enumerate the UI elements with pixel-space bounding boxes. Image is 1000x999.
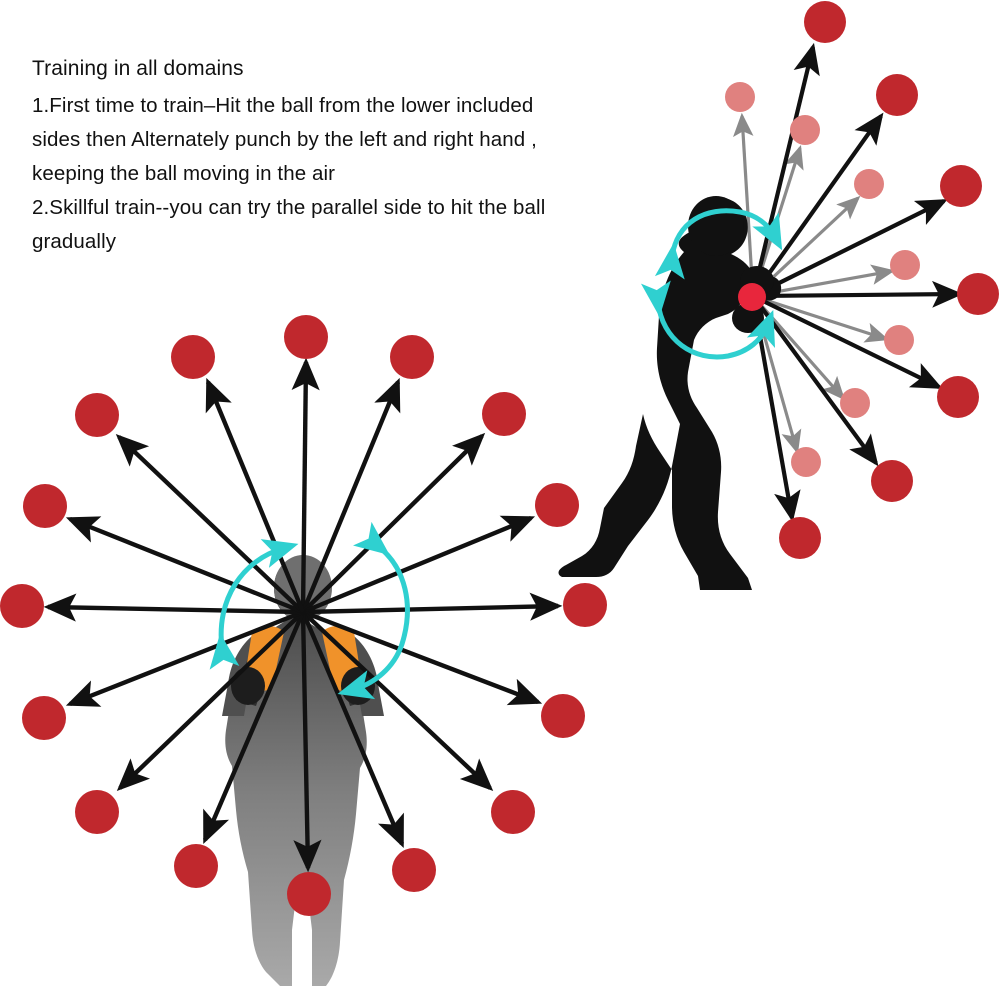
ball-ene [535,483,579,527]
ball-p7 [791,447,821,477]
center-ball-right [738,283,766,311]
ball-r6 [871,460,913,502]
ball-sse [392,848,436,892]
ball-ne [482,392,526,436]
instructions-line-5: gradually [32,229,117,253]
ball-wsw [22,696,66,740]
black-arrow-r6 [753,296,876,463]
ball-r4 [957,273,999,315]
ball-se [491,790,535,834]
black-arrow-r4 [753,294,959,296]
ball-r7 [779,517,821,559]
arrow-n [303,362,306,612]
ball-n [284,315,328,359]
ball-s [287,872,331,916]
ball-ssw [174,844,218,888]
right-figure-group [559,1,999,590]
ball-nnw [171,335,215,379]
ball-sw [75,790,119,834]
arrow-nw [119,437,303,612]
arrow-w [48,607,303,612]
instructions-line-1: 1.First time to train–Hit the ball from the lower included [32,93,534,117]
ball-r1 [804,1,846,43]
ball-p1 [725,82,755,112]
ball-p2 [790,115,820,145]
instructions-title: Training in all domains [32,57,244,80]
ball-p5 [884,325,914,355]
black-arrow-r2 [753,116,881,296]
black-arrow-r3 [753,201,944,296]
ball-r5 [937,376,979,418]
instructions-line-2: sides then Alternately punch by the left and right hand , [32,127,537,151]
ball-w [0,584,44,628]
ball-nne [390,335,434,379]
boxer-fist-left-front [231,667,265,705]
boxer-silhouette-side [559,196,782,590]
left-figure-group [0,315,607,986]
ball-r2 [876,74,918,116]
instructions-line-4: 2.Skillful train--you can try the parallel side to hit the ball [32,195,546,219]
boxer-head-side [688,196,744,256]
right-black-arrows [753,47,959,518]
ball-wnw [23,484,67,528]
ball-nw [75,393,119,437]
ball-r3 [940,165,982,207]
ball-p4 [890,250,920,280]
ball-p6 [840,388,870,418]
arrow-ne [303,436,482,612]
ball-p3 [854,169,884,199]
arrow-e [303,606,558,612]
black-arrow-r1 [753,47,813,296]
instructions-line-3: keeping the ball moving in the air [32,161,336,185]
ball-e [563,583,607,627]
ball-ese [541,694,585,738]
